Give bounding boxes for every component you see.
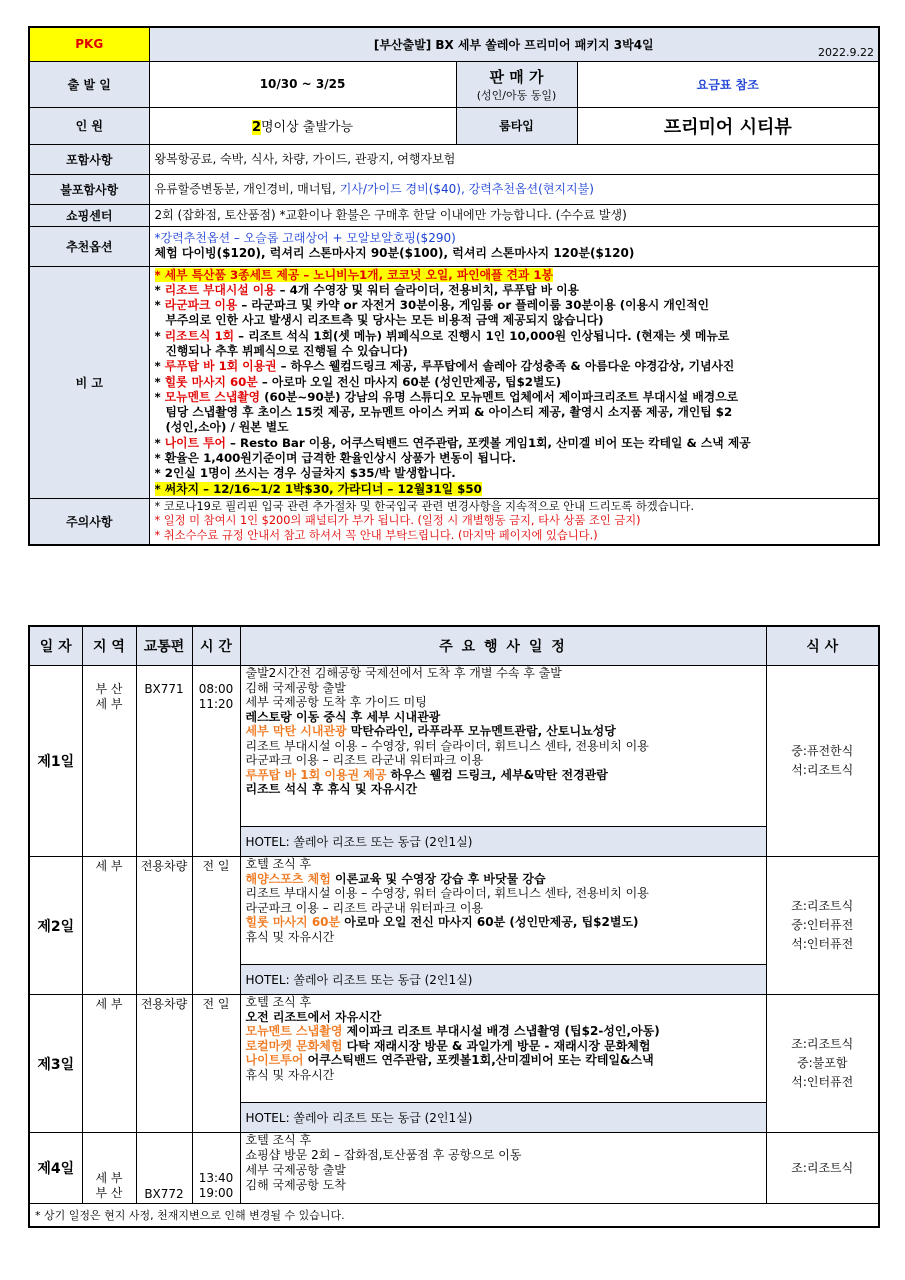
day-2-time: 전 일 bbox=[192, 857, 240, 995]
option-value bbox=[149, 226, 879, 266]
excluded-label: 불포함사항 bbox=[29, 174, 149, 204]
col-header-schedule: 주 요 행 사 일 정 bbox=[240, 626, 766, 666]
departure-value: 10/30 ~ 3/25 bbox=[149, 61, 456, 107]
people-text: 명이상 출발가능 bbox=[261, 120, 354, 135]
room-label: 룸타입 bbox=[456, 107, 577, 144]
day-2-label: 제2일 bbox=[29, 857, 82, 995]
day-2-region: 세 부 bbox=[82, 857, 136, 995]
people-number: 2 bbox=[251, 120, 261, 135]
day-4-row bbox=[29, 1133, 879, 1204]
option-line-1: *강력추천옵션 – 오슬롭 고래상어 + 모알보알호핑($290) bbox=[154, 231, 456, 245]
package-title bbox=[149, 27, 879, 61]
room-value: 프리미어 시티뷰 bbox=[577, 107, 879, 144]
issue-date: 2022.9.22 bbox=[818, 45, 874, 59]
day-3-hotel: HOTEL: 쏠레아 리조트 또는 동급 (2인1실) bbox=[240, 1103, 766, 1133]
note-item: * 환율은 1,400원기준이며 급격한 환율인상시 상품가 변동이 됩니다. bbox=[154, 451, 517, 466]
note-item: * 세부 특산품 3종세트 제공 – 노니비누1개, 코코넛 오일, 파인애플 견과 1봉 bbox=[154, 267, 554, 282]
package-info-table bbox=[28, 26, 880, 546]
col-header-time: 시 간 bbox=[192, 626, 240, 666]
note-item-cont: (성인,소아) / 원본 별도 bbox=[165, 420, 289, 435]
day-3-region: 세 부 bbox=[82, 995, 136, 1133]
price-label: 판 매 가 bbox=[489, 67, 544, 86]
day-4-transport: BX772 bbox=[136, 1133, 192, 1204]
excluded-text: 유류할증변동분, 개인경비, 매너팁, bbox=[154, 181, 336, 196]
day-3-transport: 전용차량 bbox=[136, 995, 192, 1133]
option-line-2: 체험 다이빙($120), 럭셔리 스톤마사지 90분($100), 럭셔리 스톤마사지 120분($120) bbox=[154, 246, 635, 260]
itinerary-header-row bbox=[29, 626, 879, 666]
col-header-day: 일 자 bbox=[29, 626, 82, 666]
day-2-transport: 전용차량 bbox=[136, 857, 192, 995]
note-item: * 라군파크 이용 – 라군파크 및 카약 or 자전거 30분이용, 게임룸 or 플레이룸 30분이용 (이용시 개인적인 bbox=[154, 298, 709, 313]
excluded-highlight: 기사/가이드 경비($40), 강력추천옵션(현지지불) bbox=[339, 181, 594, 196]
day-1-transport: BX771 bbox=[136, 666, 192, 857]
day-4-meals: 조:리조트식 bbox=[766, 1133, 879, 1204]
caution-item: * 취소수수료 규정 안내서 참고 하셔서 꼭 안내 부탁드립니다. (마지막 페이지에 있습니다.) bbox=[154, 528, 598, 542]
day-1-region: 부 산 세 부 bbox=[82, 666, 136, 857]
day-3-label: 제3일 bbox=[29, 995, 82, 1133]
notes-label: 비 고 bbox=[29, 266, 149, 498]
day-1-activities: 출발2시간전 김해공항 국제선에서 도착 후 개별 수속 후 출발 김해 국제공항 출발 세부 국제공항 도착 후 가이드 미팅 레스토랑 이동 중식 후 세부 시내관광 세부 막탄 시내관광 막탄슈라인, 라푸라푸 모뉴멘트관람, 산토니뇨성당 리조트 부대시설 이용 – 수영장, 워터 슬라이더, 휘트니스 센타, 전용비치 이용 라군파크 이용 – 리조트 라군내 워터파크 이용 루푸탑 바 1회 이용권 제공 하우스 웰컴 드링크, 세부&막탄 전경관람 리조트 석식 후 휴식 및 자유시간 bbox=[240, 666, 766, 827]
note-item-cont: 부주의로 인한 사고 발생시 리조트측 및 당사는 모든 비용적 금액 제공되지 않습니다) bbox=[165, 313, 604, 328]
day-1-label: 제1일 bbox=[29, 666, 82, 857]
price-value: 요금표 참조 bbox=[577, 61, 879, 107]
day-3-row bbox=[29, 995, 879, 1103]
day-4-time: 13:40 19:00 bbox=[192, 1133, 240, 1204]
itinerary-table bbox=[28, 625, 880, 1228]
day-1-time: 08:00 11:20 bbox=[192, 666, 240, 857]
note-item: * 모뉴멘트 스냅촬영 (60분~90분) 강남의 유명 스튜디오 모뉴멘트 업체에서 제이파크리조트 부대시설 배경으로 bbox=[154, 389, 738, 404]
notes-list bbox=[149, 266, 879, 498]
day-3-meals: 조:리조트식 중:불포함 석:인터퓨전 bbox=[766, 995, 879, 1133]
included-label: 포함사항 bbox=[29, 144, 149, 174]
col-header-meal: 식 사 bbox=[766, 626, 879, 666]
people-label: 인 원 bbox=[29, 107, 149, 144]
day-3-time: 전 일 bbox=[192, 995, 240, 1133]
note-item: * 리조트식 1회 – 리조트 석식 1회(셋 메뉴) 뷔페식으로 진행시 1인 10,000원 인상됩니다. (현재는 셋 메뉴로 bbox=[154, 328, 730, 343]
note-item-cont: 진행되나 추후 뷔페식으로 진행될 수 있습니다) bbox=[165, 343, 408, 358]
option-label: 추천옵션 bbox=[29, 226, 149, 266]
excluded-value bbox=[149, 174, 879, 204]
shopping-label: 쇼핑센터 bbox=[29, 204, 149, 226]
caution-item: * 일정 미 참여시 1인 $200의 패널티가 부가 됩니다. (일정 시 개별행동 금지, 타사 상품 조인 금지) bbox=[154, 514, 641, 528]
title-text: [부산출발] BX 세부 쏠레아 프리미어 패키지 3박4일 bbox=[373, 37, 654, 52]
col-header-region: 지 역 bbox=[82, 626, 136, 666]
day-3-activities: 호텔 조식 후 오전 리조트에서 자유시간 모뉴멘트 스냅촬영 제이파크 리조트 부대시설 배경 스냅촬영 (팁$2-성인,아동) 로컬마켓 문화체험 다탁 재래시장 방문 & 과일가게 방문 - 재래시장 문화체험 나이트투어 어쿠스틱밴드 연주관람, 포켓볼1회,산미겔비어 또는 칵테일&스낵 휴식 및 자유시간 bbox=[240, 995, 766, 1103]
note-item: * 나이트 투어 – Resto Bar 이용, 어쿠스틱밴드 연주관람, 포켓볼 게임1회, 산미겔 비어 또는 칵테일 & 스낵 제공 bbox=[154, 435, 751, 450]
price-label-cell bbox=[456, 61, 577, 107]
people-value bbox=[149, 107, 456, 144]
caution-item: * 코로나19로 필리핀 입국 관련 추가절차 및 한국입국 관련 변경사항을 지속적으로 안내 드리도록 하겠습니다. bbox=[154, 499, 695, 513]
day-1-row bbox=[29, 666, 879, 827]
caution-list bbox=[149, 498, 879, 545]
day-2-activities: 호텔 조식 후 해양스포츠 체험 이론교육 및 수영장 강습 후 바닷물 강습 리조트 부대시설 이용 – 수영장, 워터 슬라이더, 휘트니스 센타, 전용비치 이용 라군파크 이용 – 리조트 라군내 워터파크 이용 힐롯 마사지 60분 아로마 오일 전신 마사지 60분 (성인만제공, 팁$2별도) 휴식 및 자유시간 bbox=[240, 857, 766, 965]
day-4-activities: 호텔 조식 후 쇼핑샵 방문 2회 – 잡화점,토산품점 후 공항으로 이동 세부 국제공항 출발 김해 국제공항 도착 bbox=[240, 1133, 766, 1204]
day-1-hotel: HOTEL: 쏠레아 리조트 또는 동급 (2인1실) bbox=[240, 827, 766, 857]
note-item: * 리조트 부대시설 이용 – 4개 수영장 및 워터 슬라이더, 전용비치, 루푸탑 바 이용 bbox=[154, 282, 580, 297]
caution-label: 주의사항 bbox=[29, 498, 149, 545]
day-2-row bbox=[29, 857, 879, 965]
note-item: * 2인실 1명이 쓰시는 경우 싱글차지 $35/박 발생합니다. bbox=[154, 466, 456, 481]
day-4-label: 제4일 bbox=[29, 1133, 82, 1204]
note-item: * 루푸탑 바 1회 이용권 – 하우스 웰컴드링크 제공, 루푸탑에서 솔레아 감성충족 & 아름다운 야경감상, 기념사진 bbox=[154, 359, 735, 374]
pkg-badge: PKG bbox=[29, 27, 149, 61]
shopping-value: 2회 (잡화점, 토산품점) *교환이나 환불은 구매후 한달 이내에만 가능합니다. (수수료 발생) bbox=[149, 204, 879, 226]
day-2-meals: 조:리조트식 중:인터퓨전 석:인터퓨전 bbox=[766, 857, 879, 995]
note-item-cont: 팀당 스냅촬영 후 초이스 15컷 제공, 모뉴멘트 아이스 커피 & 아이스티 제공, 촬영시 소지품 제공, 개인팁 $2 bbox=[165, 405, 733, 420]
day-2-hotel: HOTEL: 쏠레아 리조트 또는 동급 (2인1실) bbox=[240, 965, 766, 995]
day-1-meals: 중:퓨전한식 석:리조트식 bbox=[766, 666, 879, 857]
note-item: * 힐롯 마사지 60분 – 아로마 오일 전신 마사지 60분 (성인만제공, 팁$2별도) bbox=[154, 374, 562, 389]
note-item: * 써차지 – 12/16~1/2 1박$30, 가라디너 – 12월31일 $50 bbox=[154, 481, 482, 496]
price-sublabel: (성인/아동 동일) bbox=[476, 88, 557, 102]
included-value: 왕복항공료, 숙박, 식사, 차량, 가이드, 관광지, 여행자보험 bbox=[149, 144, 879, 174]
departure-label: 출 발 일 bbox=[29, 61, 149, 107]
itinerary-footnote: * 상기 일정은 현지 사정, 천재지변으로 인해 변경될 수 있습니다. bbox=[29, 1204, 879, 1228]
day-4-region: 세 부 부 산 bbox=[82, 1133, 136, 1204]
col-header-transport: 교통편 bbox=[136, 626, 192, 666]
